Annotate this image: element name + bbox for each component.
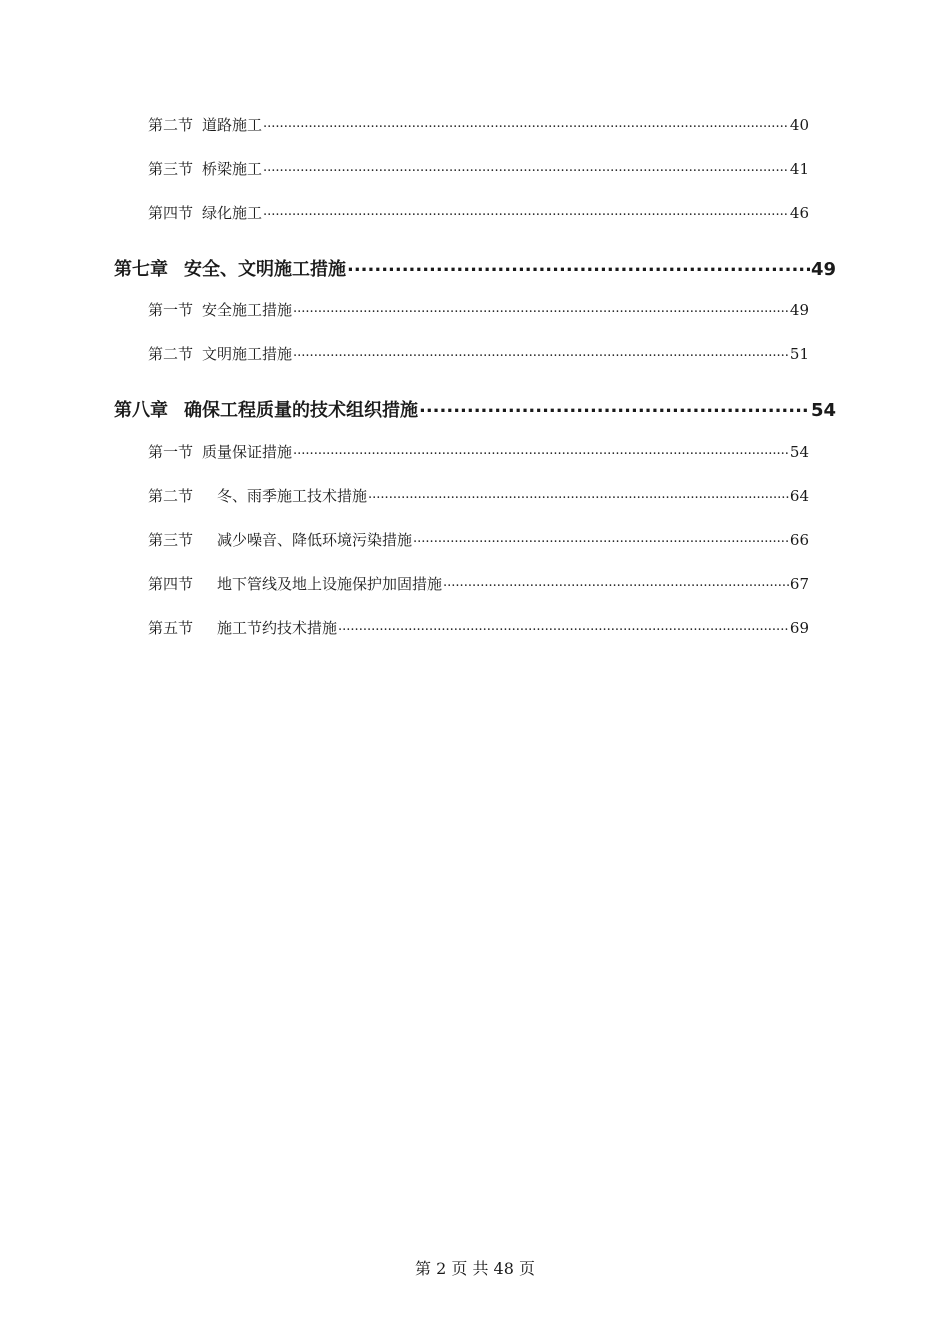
toc-entry-title: 安全施工措施 — [202, 301, 293, 319]
toc-chapter-number: 第七章 — [114, 259, 168, 280]
toc-entry-title: 绿化施工 — [202, 204, 263, 222]
toc-entry[interactable] — [148, 617, 809, 638]
toc-leader-dots — [263, 159, 789, 174]
toc-entry-title: 减少噪音、降低环境污染措施 — [202, 531, 413, 549]
toc-leader-dots — [293, 442, 789, 457]
toc-chapter-entry[interactable] — [114, 396, 836, 422]
toc-entry-number: 第三节 — [148, 160, 194, 178]
toc-entry-number: 第二节 — [148, 116, 194, 134]
toc-entry[interactable] — [148, 441, 809, 462]
toc-chapter-title: 安全、文明施工措施 — [184, 259, 346, 280]
toc-entry[interactable] — [148, 158, 809, 179]
toc-entry-title: 文明施工措施 — [202, 345, 293, 363]
toc-chapter-number: 第八章 — [114, 400, 168, 421]
toc-entry[interactable] — [148, 485, 809, 506]
toc-entry-title: 地下管线及地上设施保护加固措施 — [202, 575, 443, 593]
toc-entry-number: 第二节 — [148, 487, 194, 505]
toc-entry-number: 第三节 — [148, 531, 194, 549]
toc-entry-page: 66 — [789, 531, 809, 549]
toc-leader-dots — [263, 203, 789, 218]
toc-entry-page: 40 — [789, 116, 809, 134]
toc-entry-page: 41 — [789, 160, 809, 178]
toc-leader-dots — [293, 300, 789, 315]
toc-chapter-title: 确保工程质量的技术组织措施 — [184, 400, 418, 421]
toc-entry-number: 第四节 — [148, 575, 194, 593]
toc-entry[interactable] — [148, 202, 809, 223]
toc-entry[interactable] — [148, 529, 809, 550]
toc-entry-page: 54 — [789, 443, 809, 461]
toc-entry[interactable] — [148, 299, 809, 320]
toc-entry[interactable] — [148, 343, 809, 364]
toc-entry[interactable] — [148, 114, 809, 135]
toc-entry-number: 第一节 — [148, 443, 194, 461]
toc-leader-dots — [338, 618, 789, 633]
toc-chapter-entry[interactable] — [114, 255, 836, 281]
toc-entry-title: 道路施工 — [202, 116, 263, 134]
toc-entry-page: 46 — [789, 204, 809, 222]
toc-entry-title: 质量保证措施 — [202, 443, 293, 461]
toc-entry-page: 67 — [789, 575, 809, 593]
toc-leader-dots — [443, 574, 789, 589]
toc-leader-dots — [419, 398, 810, 416]
toc-entry-title: 冬、雨季施工技术措施 — [202, 487, 368, 505]
toc-entry-number: 第四节 — [148, 204, 194, 222]
toc-entry-page: 69 — [789, 619, 809, 637]
toc-entry-title: 施工节约技术措施 — [202, 619, 338, 637]
toc-leader-dots — [347, 257, 810, 275]
toc-leader-dots — [368, 486, 789, 501]
toc-chapter-page: 49 — [810, 259, 836, 280]
toc-leader-dots — [413, 530, 789, 545]
toc-entry-title: 桥梁施工 — [202, 160, 263, 178]
toc-leader-dots — [263, 115, 789, 130]
toc-leader-dots — [293, 344, 789, 359]
toc-chapter-page: 54 — [810, 400, 836, 421]
toc-entry-page: 64 — [789, 487, 809, 505]
toc-entry-number: 第五节 — [148, 619, 194, 637]
toc-entry-number: 第一节 — [148, 301, 194, 319]
toc-entry-number: 第二节 — [148, 345, 194, 363]
toc-entry[interactable] — [148, 573, 809, 594]
toc-entry-page: 51 — [789, 345, 809, 363]
toc-entry-page: 49 — [789, 301, 809, 319]
page-footer: 第 2 页 共 48 页 — [415, 1259, 535, 1278]
